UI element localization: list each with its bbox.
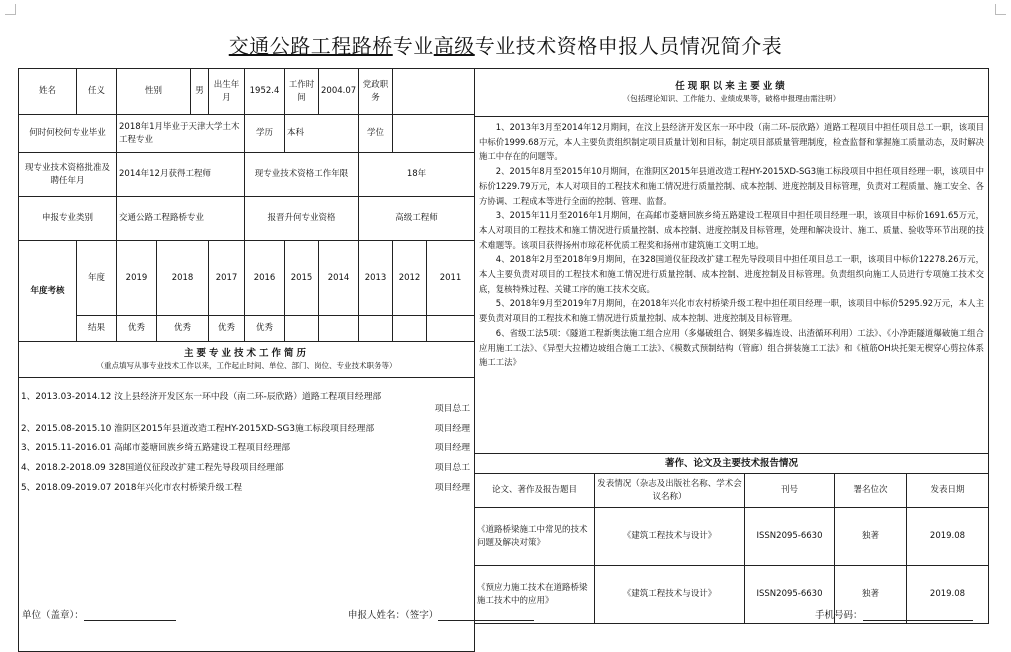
col-date: 发表日期 <box>907 474 989 508</box>
phone-line[interactable] <box>863 609 973 621</box>
phone-field: 手机号码： <box>815 607 973 621</box>
history-header: 主要专业技术工作简历 （重点填写从事专业技术工作以来，工作起止时间、单位、部门、岗位、专业技术职务等） <box>19 341 475 377</box>
year-cell: 2011 <box>427 241 475 316</box>
title-major: 交通公路工程路桥 <box>228 34 393 58</box>
year-cell: 2018 <box>157 241 209 316</box>
apply-level-value: 高级工程师 <box>359 197 475 241</box>
col-journal: 发表情况（杂志及出版社名称、学术会议名称） <box>595 474 745 508</box>
applicant-sign-field: 申报人姓名：（签字） <box>348 607 534 621</box>
publications-header: 著作、论文及主要技术报告情况 <box>475 454 989 474</box>
category-label: 申报专业类别 <box>19 197 117 241</box>
history-item: 4、2018.2-2018.09 328国道仪征段改扩建工程先导段项目经理部 <box>21 463 284 474</box>
unit-stamp-field: 单位（盖章）： <box>22 607 176 621</box>
achievement-item: 3、2015年11月至2016年1月期间，在高邮市菱塘回族乡绮五路建设工程项目中担任项目经理一职，该项目中标价1691.65万元，本人对项目的工程技术和施工情况进行质量控制、成本控制、进度控制及目标管理，处理和解决设计、施工、质量、验收等环节出现的技术难题等。该项目获得扬州市琼花杯优质工程奖和扬州市建筑施工文明工地。 <box>479 210 984 250</box>
education-label: 学历 <box>245 115 285 153</box>
year-cell: 2012 <box>393 241 427 316</box>
current-qual-value: 2014年12月获得工程师 <box>117 153 245 197</box>
history-item: 5、2018.09-2019.07 2018年兴化市农村桥梁升级工程 <box>21 482 243 493</box>
school-value: 2018年1月毕业于天津大学土木工程专业 <box>117 115 245 153</box>
year-cell: 2015 <box>285 241 319 316</box>
name-value: 任义 <box>77 69 117 115</box>
history-role: 项目经理 <box>434 443 471 454</box>
achievement-item: 5、2018年9月至2019年7月期间，在2018年兴化市农村桥梁升级工程中担任项目经理一职，该项目中标价5295.92万元，本人主要负责对项目的工程技术和施工情况进行质量控制、成本控制、进度控制及目标管理。 <box>479 298 984 324</box>
achievement-item: 1、2013年3月至2014年12月期间，在汶上县经济开发区东一环中段（南二环-辰欣路）道路工程项目中担任项目总工一职，该项目中标价1999.68万元，本人主要负责组织制定项目质量计划和目标，制定项目部质量管理制度，检查监督和掌握施工质量动态，及时解决施工中存在的问题等。 <box>479 122 984 162</box>
table-row <box>475 508 989 566</box>
result-cell: 优秀 <box>157 315 209 341</box>
achievements-header: 任现职以来主要业绩 （包括理论知识、工作能力、业绩成果等，破格申报理由需注明） <box>475 69 989 117</box>
page-title: 交通公路工程路桥专业高级专业技术资格申报人员情况简介表 <box>228 34 783 58</box>
party-label: 党政职务 <box>359 69 393 115</box>
history-item: 3、2015.11-2016.01 高邮市菱塘回族乡绮五路建设工程项目经理部 <box>21 443 291 454</box>
author-order: 独著 <box>835 508 907 566</box>
history-role: 项目经理 <box>434 482 471 493</box>
result-cell <box>285 315 319 341</box>
col-paper-title: 论文、著作及报告题目 <box>475 474 595 508</box>
author-order: 独著 <box>835 566 907 624</box>
achievements-body <box>475 117 989 454</box>
current-qual-label: 现专业技术资格批准及聘任年月 <box>19 153 117 197</box>
achievements-table <box>474 68 989 624</box>
achievement-item: 4、2018年2月至2018年9月期间，在328国道仪征段改扩建工程先导段项目中担任项目总工一职，该项目中标价12278.26万元，本人主要负责对项目的工程技术和施工情况进行质量控制、成本控制、进度控制及目标管理。负责组织向施工人员进行专项施工技术交底，复核特殊过程、关键工序的施工技术交底。 <box>479 254 984 294</box>
qual-years-label: 现专业技术资格工作年限 <box>245 153 359 197</box>
year-cell: 2013 <box>359 241 393 316</box>
annual-assessment-label: 年度考核 <box>19 241 77 342</box>
unit-line[interactable] <box>84 609 176 621</box>
history-item: 2、2015.08-2015.10 淮阴区2015年县道改造工程HY-2015XD-SG3施工标段项目经理部 <box>21 423 375 434</box>
result-cell: 优秀 <box>117 315 157 341</box>
result-cell <box>427 315 475 341</box>
education-value: 本科 <box>285 115 359 153</box>
category-value: 交通公路工程路桥专业 <box>117 197 245 241</box>
result-cell: 优秀 <box>209 315 245 341</box>
history-role: 项目经理 <box>434 423 471 434</box>
degree-value <box>393 115 475 153</box>
history-role: 项目总工 <box>434 403 471 414</box>
name-label: 姓名 <box>19 69 77 115</box>
school-label: 何时何校何专业毕业 <box>19 115 117 153</box>
title-level: 高级 <box>433 34 475 58</box>
col-author-order: 署名位次 <box>835 474 907 508</box>
year-cell: 2016 <box>245 241 285 316</box>
achievement-item: 6、省级工法5项：《隧道工程新奥法施工组合应用（多爆破组合、钢架多榀连设、出渣循环利用）工法》、《小净距隧道爆破施工组合应用施工工法》、《异型大拉槽边坡组合施工工法》、《模数式预制结构（管廊）组合拼装施工工法》和《植筋OH块托架无楔穿心剪拉体系施工工法》 <box>479 327 984 368</box>
year-cell: 2019 <box>117 241 157 316</box>
paper-title: 《道路桥梁施工中常见的技术问题及解决对策》 <box>475 508 595 566</box>
history-role: 项目总工 <box>434 463 471 473</box>
birth-label: 出生年月 <box>209 69 245 115</box>
result-cell <box>359 315 393 341</box>
degree-label: 学位 <box>359 115 393 153</box>
work-time-value: 2004.07 <box>319 69 359 115</box>
result-cell: 优秀 <box>245 315 285 341</box>
year-cell: 2017 <box>209 241 245 316</box>
signature-line[interactable] <box>438 609 534 621</box>
gender-label: 性别 <box>117 69 191 115</box>
crop-mark-left <box>5 4 16 15</box>
paper-title: 《预应力施工技术在道路桥梁施工技术中的应用》 <box>475 566 595 624</box>
journal: 《建筑工程技术与设计》 <box>595 508 745 566</box>
result-cell <box>319 315 359 341</box>
col-issn: 刊号 <box>745 474 835 508</box>
party-value <box>393 69 475 115</box>
publish-date: 2019.08 <box>907 566 989 624</box>
result-cell <box>393 315 427 341</box>
apply-level-label: 报晋升何专业资格 <box>245 197 359 241</box>
crop-mark-right <box>995 4 1006 15</box>
history-item: 1、2013.03-2014.12 汶上县经济开发区东一环中段（南二环-辰欣路）道路工程项目经理部 <box>21 391 382 402</box>
birth-value: 1952.4 <box>245 69 285 115</box>
publish-date: 2019.08 <box>907 508 989 566</box>
gender-value: 男 <box>191 69 209 115</box>
journal: 《建筑工程技术与设计》 <box>595 566 745 624</box>
applicant-info-table <box>18 68 475 652</box>
achievement-item: 2、2015年8月至2015年10月期间，在淮阴区2015年县道改造工程HY-2015XD-SG3施工标段项目中担任项目经理一职，该项目中标价1229.79万元，本人对项目的工程技术和施工情况进行质量控制、成本控制、进度控制及目标管理，负责对工程质量、施工安全、各方协调、工程成本等进行全面的控制、管理、监督。 <box>479 166 984 206</box>
year-cell: 2014 <box>319 241 359 316</box>
result-label: 结果 <box>77 315 117 341</box>
qual-years-value: 18年 <box>359 153 475 197</box>
issn: ISSN2095-6630 <box>745 566 835 624</box>
work-time-label: 工作时间 <box>285 69 319 115</box>
issn: ISSN2095-6630 <box>745 508 835 566</box>
year-label: 年度 <box>77 241 117 316</box>
